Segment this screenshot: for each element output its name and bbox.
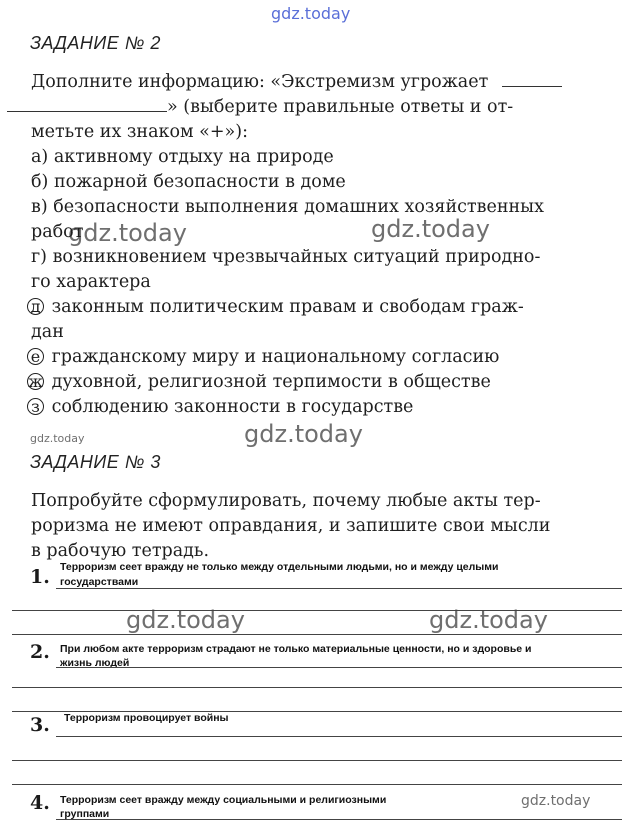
- option-v-cont: [31, 222, 83, 242]
- option-z: [31, 397, 413, 417]
- option-text: гражданскому миру и национальному согласию: [51, 347, 500, 367]
- option-e: [31, 347, 499, 367]
- option-text: безопасности выполнения домашних хозяйственных: [53, 197, 544, 217]
- option-text: работ: [31, 222, 84, 242]
- answer-4-line2: группами: [60, 808, 110, 820]
- option-text: законным политическим правам и свободам граж-: [51, 297, 524, 317]
- writing-line[interactable]: [56, 667, 622, 668]
- writing-line[interactable]: [12, 687, 622, 688]
- task3-heading: ЗАДАНИЕ № 3: [30, 452, 161, 472]
- answer-number-2: 2.: [30, 641, 50, 663]
- task3-line1: Попробуйте сформулировать, почему любые акты тер-: [31, 491, 541, 511]
- option-marker: а): [31, 147, 49, 167]
- option-marker: г): [31, 247, 47, 267]
- option-v: [31, 197, 544, 217]
- watermark-center: gdz.today: [244, 420, 363, 448]
- writing-line[interactable]: [12, 784, 622, 785]
- watermark-low-right: gdz.today: [429, 606, 548, 634]
- option-text: пожарной безопасности в доме: [53, 172, 346, 192]
- writing-line[interactable]: [12, 634, 622, 635]
- option-text: дан: [31, 322, 64, 342]
- option-text: духовной, религиозной терпимости в обществе: [51, 372, 491, 392]
- answer-blank-2[interactable]: [7, 110, 167, 112]
- watermark-bottom-right: gdz.today: [521, 793, 591, 809]
- circled-marker-z[interactable]: з: [27, 398, 44, 415]
- option-g: [31, 247, 540, 267]
- writing-line[interactable]: [56, 736, 622, 737]
- watermark-small-left: gdz.today: [30, 432, 85, 445]
- option-marker: в): [31, 197, 48, 217]
- option-zh: [28, 372, 491, 392]
- answer-2-line1: При любом акте терроризм страдают не только материальные ценности, но и здоровье и: [60, 643, 532, 655]
- writing-line[interactable]: [12, 760, 622, 761]
- circled-marker-zh[interactable]: ж: [28, 372, 43, 391]
- option-a: [31, 147, 334, 167]
- option-b: [31, 172, 346, 192]
- circled-marker-d[interactable]: д: [27, 298, 44, 315]
- watermark-top: gdz.today: [271, 4, 351, 23]
- option-text: активному отдыху на природе: [53, 147, 334, 167]
- task2-intro-line1: [31, 72, 562, 92]
- option-d: [31, 297, 524, 317]
- circled-marker-e[interactable]: е: [27, 348, 44, 365]
- answer-1-line1: Терроризм сеет вражду не только между отдельными людьми, но и между целыми: [60, 561, 499, 573]
- task2-intro-text2: » (выберите правильные ответы и от-: [167, 97, 514, 117]
- task3-line2: роризма не имеют оправдания, и запишите свои мысли: [31, 516, 551, 536]
- task2-intro-line3: метьте их знаком «+»):: [31, 122, 248, 142]
- option-text: соблюдению законности в государстве: [51, 397, 414, 417]
- task2-heading: ЗАДАНИЕ № 2: [30, 33, 161, 53]
- task3-line3: в рабочую тетрадь.: [31, 541, 210, 561]
- option-text: возникновением чрезвычайных ситуаций природно-: [52, 247, 541, 267]
- answer-number-4: 4.: [30, 792, 50, 814]
- watermark-mid-right: gdz.today: [371, 215, 490, 243]
- answer-4-line1: Терроризм сеет вражду между социальными и религиозными: [60, 794, 387, 806]
- writing-line[interactable]: [12, 610, 622, 611]
- task2-intro-text1: Дополните информацию: «Экстремизм угрожает: [31, 72, 489, 92]
- answer-number-1: 1.: [30, 566, 50, 588]
- task2-intro-line2: [31, 97, 513, 117]
- answer-blank-1[interactable]: [502, 85, 562, 87]
- answer-3-line1: Терроризм провоцирует войны: [64, 712, 229, 724]
- option-g-cont: [31, 272, 151, 292]
- option-text: го характера: [31, 272, 151, 292]
- writing-line[interactable]: [56, 819, 622, 820]
- answer-1-line2: государствами: [60, 576, 139, 588]
- option-marker: б): [31, 172, 49, 192]
- writing-line[interactable]: [56, 588, 622, 589]
- answer-number-3: 3.: [30, 714, 50, 736]
- watermark-low-left: gdz.today: [126, 606, 245, 634]
- answer-2-line2: жизнь людей: [60, 657, 130, 669]
- option-d-cont: [31, 322, 64, 342]
- watermark-mid-left: gdz.today: [68, 219, 187, 247]
